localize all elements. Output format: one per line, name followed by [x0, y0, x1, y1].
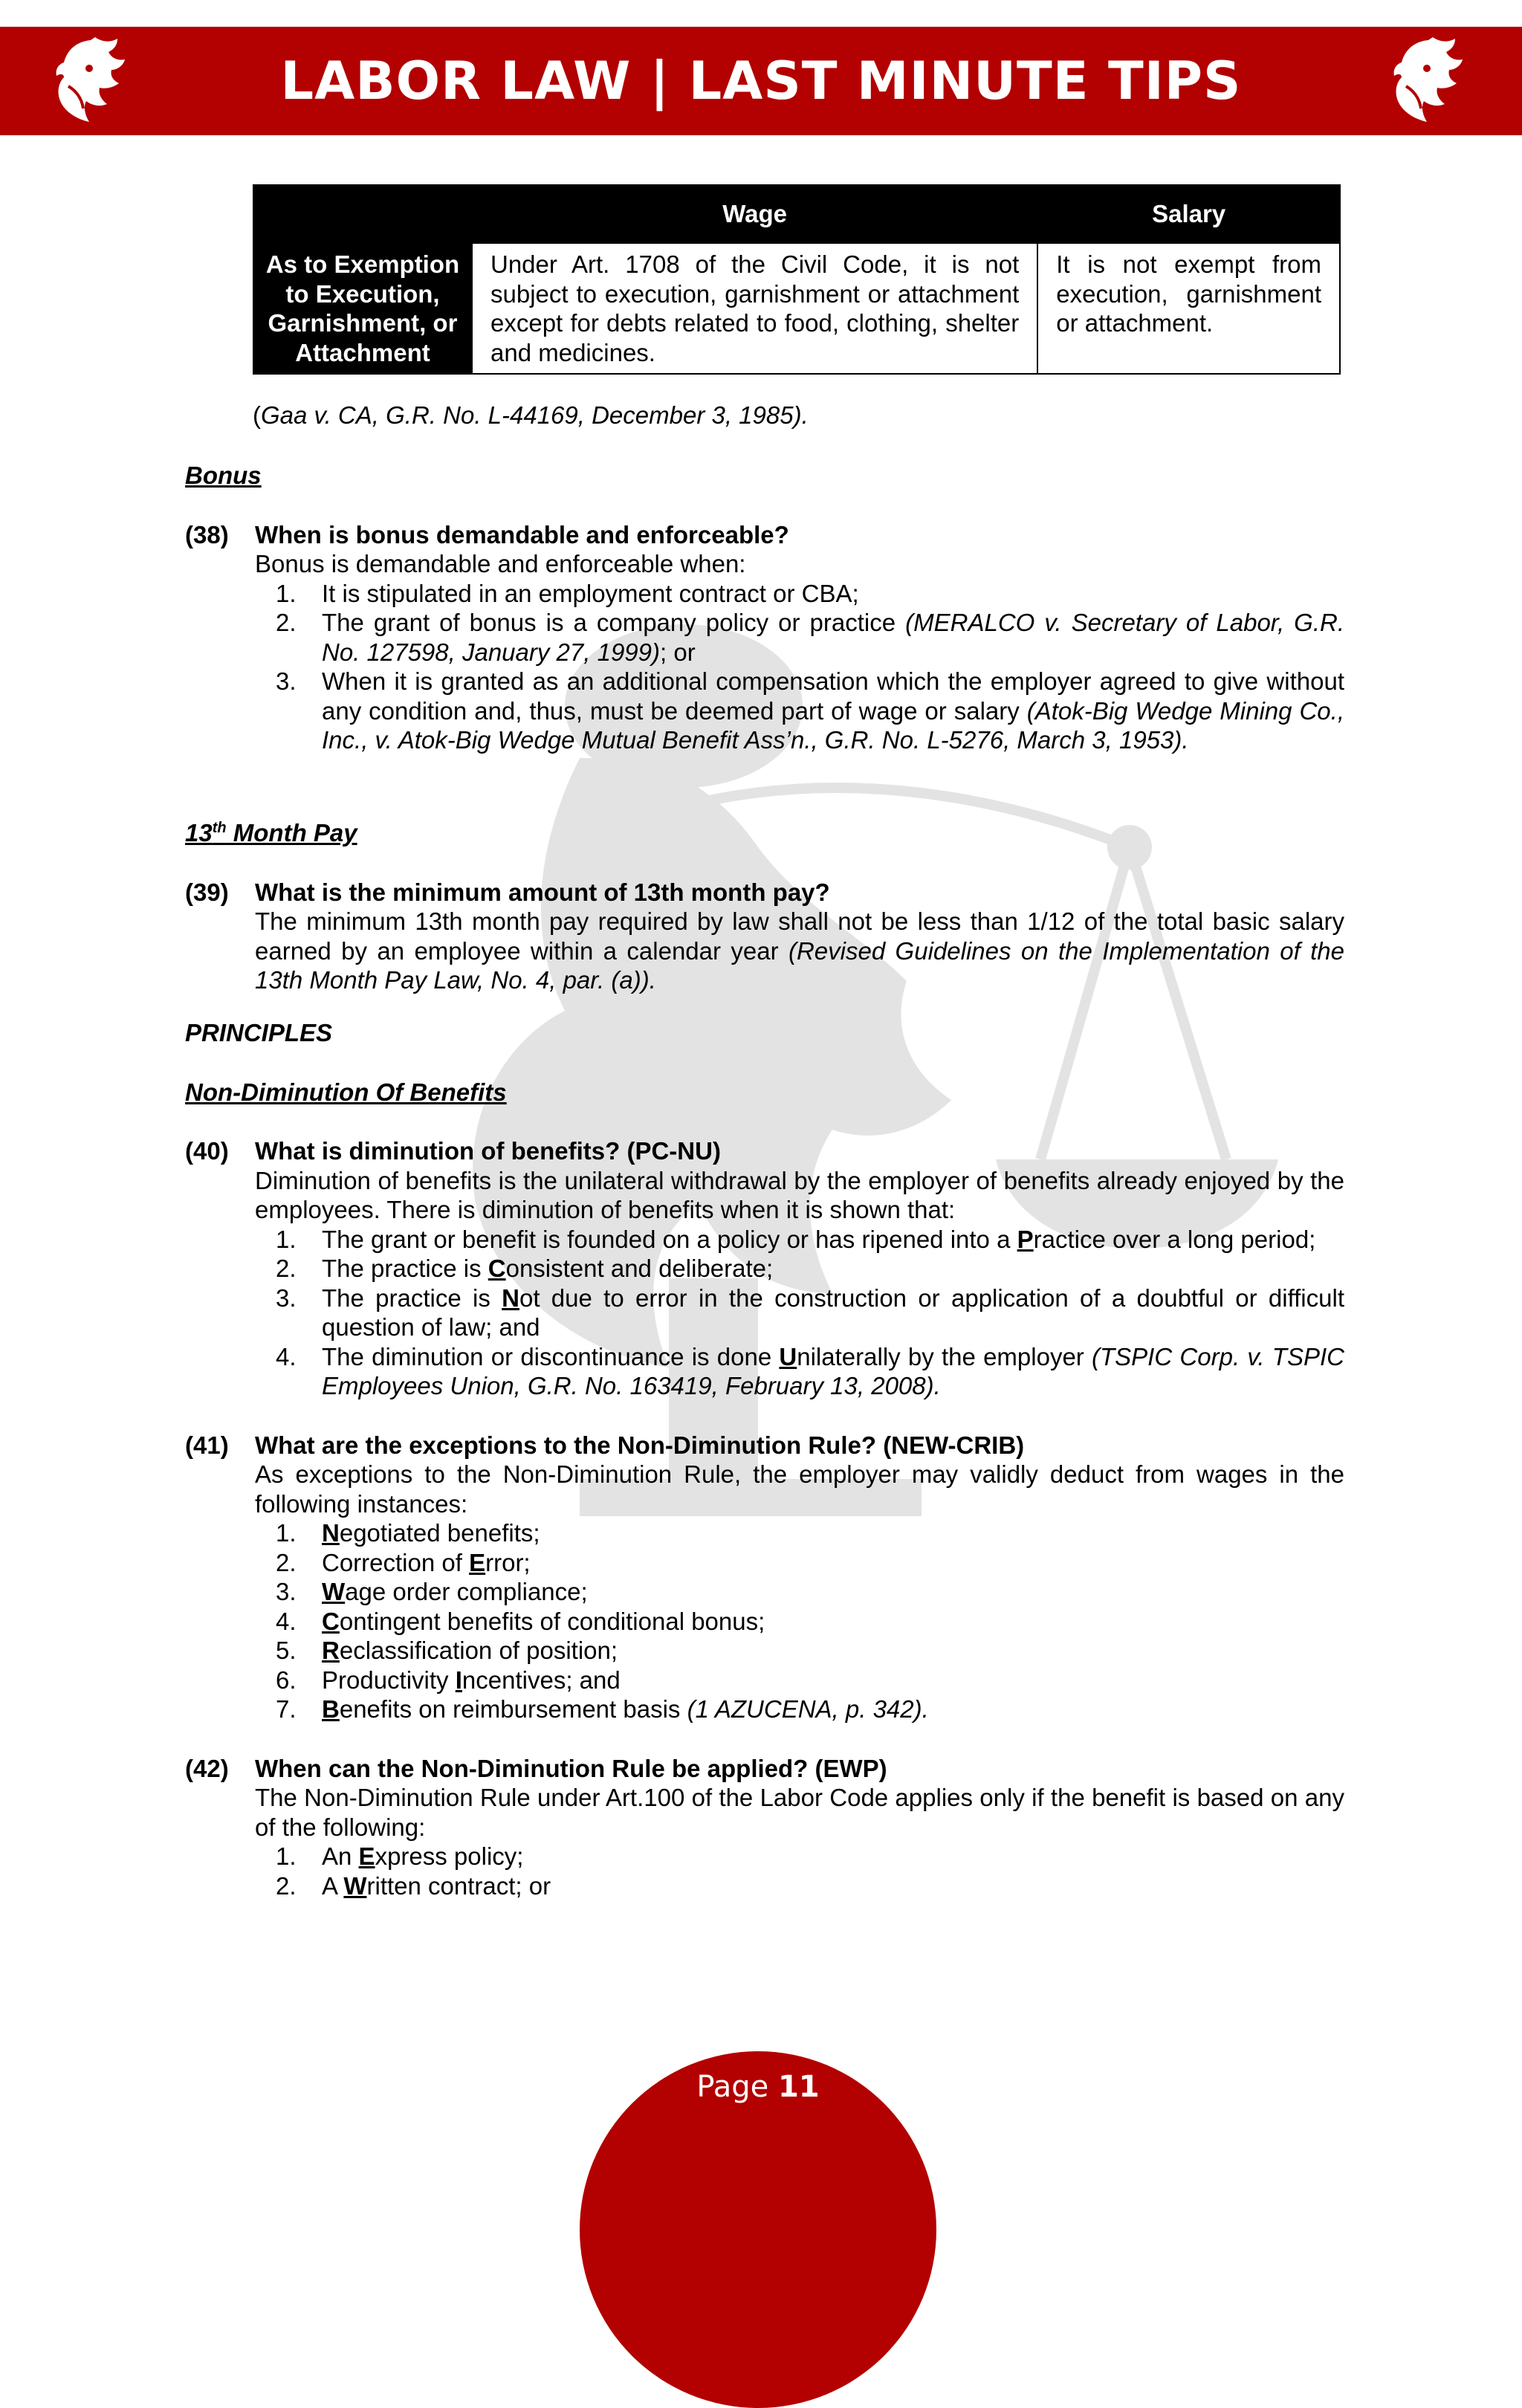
table-citation: (Gaa v. CA, G.R. No. L-44169, December 3, 1985).	[253, 401, 809, 429]
thirteenth-month-section	[185, 814, 1344, 995]
list-item: 3. The practice is Not due to error in the construction or application of a doubtful or difficult question of law; and	[276, 1284, 1344, 1341]
list-item: 2. A Written contract; or	[276, 1871, 551, 1900]
principles-section	[185, 1018, 1344, 1900]
question	[185, 520, 1344, 550]
list-item: 4. The diminution or discontinuance is done Unilaterally by the employer (TSPIC Corp. v. TSPIC Employees Union, G.R. No. 163419, February 13, 2008).	[276, 1342, 1344, 1399]
list-item: 1. An Express policy;	[276, 1842, 524, 1870]
list-item: 4. Contingent benefits of conditional bonus;	[276, 1607, 765, 1635]
dragon-head-icon	[1384, 34, 1473, 128]
list-item: 6. Productivity Incentives; and	[276, 1666, 621, 1694]
dragon-head-icon	[46, 34, 135, 128]
table-row-label: As to Exemption to Execution, Garnishment, or Attachment	[253, 243, 472, 374]
list-item: 3. When it is granted as an additional compensation which the employer agreed to give without any condition and, thus, must be deemed part of wage or salary (Atok-Big Wedge Mining Co., Inc., v. Atok-Big Wedge Mutual Benefit Ass’n., G.R. No. L-5276, March 3, 1953).	[276, 667, 1344, 754]
table-header-wage: Wage	[472, 185, 1037, 243]
list-item: 2. The practice is Consistent and deliberate;	[276, 1255, 774, 1282]
answer-text: The Non-Diminution Rule under Art.100 of the Labor Code applies only if the benefit is based on any of the following:	[255, 1784, 1344, 1841]
salary-cell: It is not exempt from execution, garnishment or attachment.	[1037, 243, 1340, 374]
wage-salary-table	[253, 184, 1341, 375]
list-item: 5. Reclassification of position;	[276, 1637, 618, 1664]
list-item: 1. The grant or benefit is founded on a policy or has ripened into a Practice over a long period;	[276, 1225, 1316, 1253]
list-item: 3. Wage order compliance;	[276, 1578, 588, 1605]
page-header	[0, 27, 1522, 135]
answer-text: Diminution of benefits is the unilateral withdrawal by the employer of benefits already enjoyed by the employees. There is diminution of benefits when it is shown that:	[255, 1166, 1344, 1223]
wage-cell: Under Art. 1708 of the Civil Code, it is not subject to execution, garnishment or attachment except for debts related to food, clothing, shelter and medicines.	[472, 243, 1037, 374]
list-item: 1. It is stipulated in an employment contract or CBA;	[276, 579, 859, 607]
question-number: (38)	[185, 520, 229, 548]
footer-page-badge	[580, 2051, 936, 2408]
bonus-section	[185, 461, 1344, 755]
answer-text: Bonus is demandable and enforceable when:	[255, 550, 746, 577]
question: (42) When can the Non-Diminution Rule be applied? (EWP)	[185, 1754, 887, 1782]
list-item: 7. Benefits on reimbursement basis (1 AZUCENA, p. 342).	[276, 1695, 929, 1723]
list-item: 1. Negotiated benefits;	[276, 1519, 540, 1547]
list-item: 2. Correction of Error;	[276, 1548, 531, 1576]
answer-text: As exceptions to the Non-Diminution Rule, the employer may validly deduct from wages in the following instances:	[255, 1460, 1344, 1518]
answer-text: The minimum 13th month pay required by law shall not be less than 1/12 of the total basic salary earned by an employee within a calendar year (Revised Guidelines on the Implementation of the 13th Month Pay Law, No. 4, par. (a)).	[255, 907, 1344, 994]
subsection-heading: Non-Diminution Of Benefits	[185, 1078, 507, 1106]
table-header-empty	[253, 185, 472, 243]
section-heading: PRINCIPLES	[185, 1019, 333, 1046]
question: (39) What is the minimum amount of 13th month pay?	[185, 878, 830, 906]
section-heading: Bonus	[185, 462, 262, 489]
section-heading: 13th Month Pay	[185, 819, 357, 847]
list-item: 2. The grant of bonus is a company policy or practice (MERALCO v. Secretary of Labor, G.R. No. 127598, January 27, 1999); or	[276, 609, 1345, 666]
question: (40) What is diminution of benefits? (PC-NU)	[185, 1137, 721, 1165]
table-header-salary: Salary	[1037, 185, 1340, 243]
question-text: When is bonus demandable and enforceable?	[255, 520, 789, 548]
table-header-row	[253, 185, 1340, 243]
question: (41) What are the exceptions to the Non-Diminution Rule? (NEW-CRIB)	[185, 1431, 1025, 1459]
table-row	[253, 243, 1340, 374]
page-number: Page 11	[696, 2070, 820, 2104]
header-title: LABOR LAW | LAST MINUTE TIPS	[280, 51, 1242, 111]
